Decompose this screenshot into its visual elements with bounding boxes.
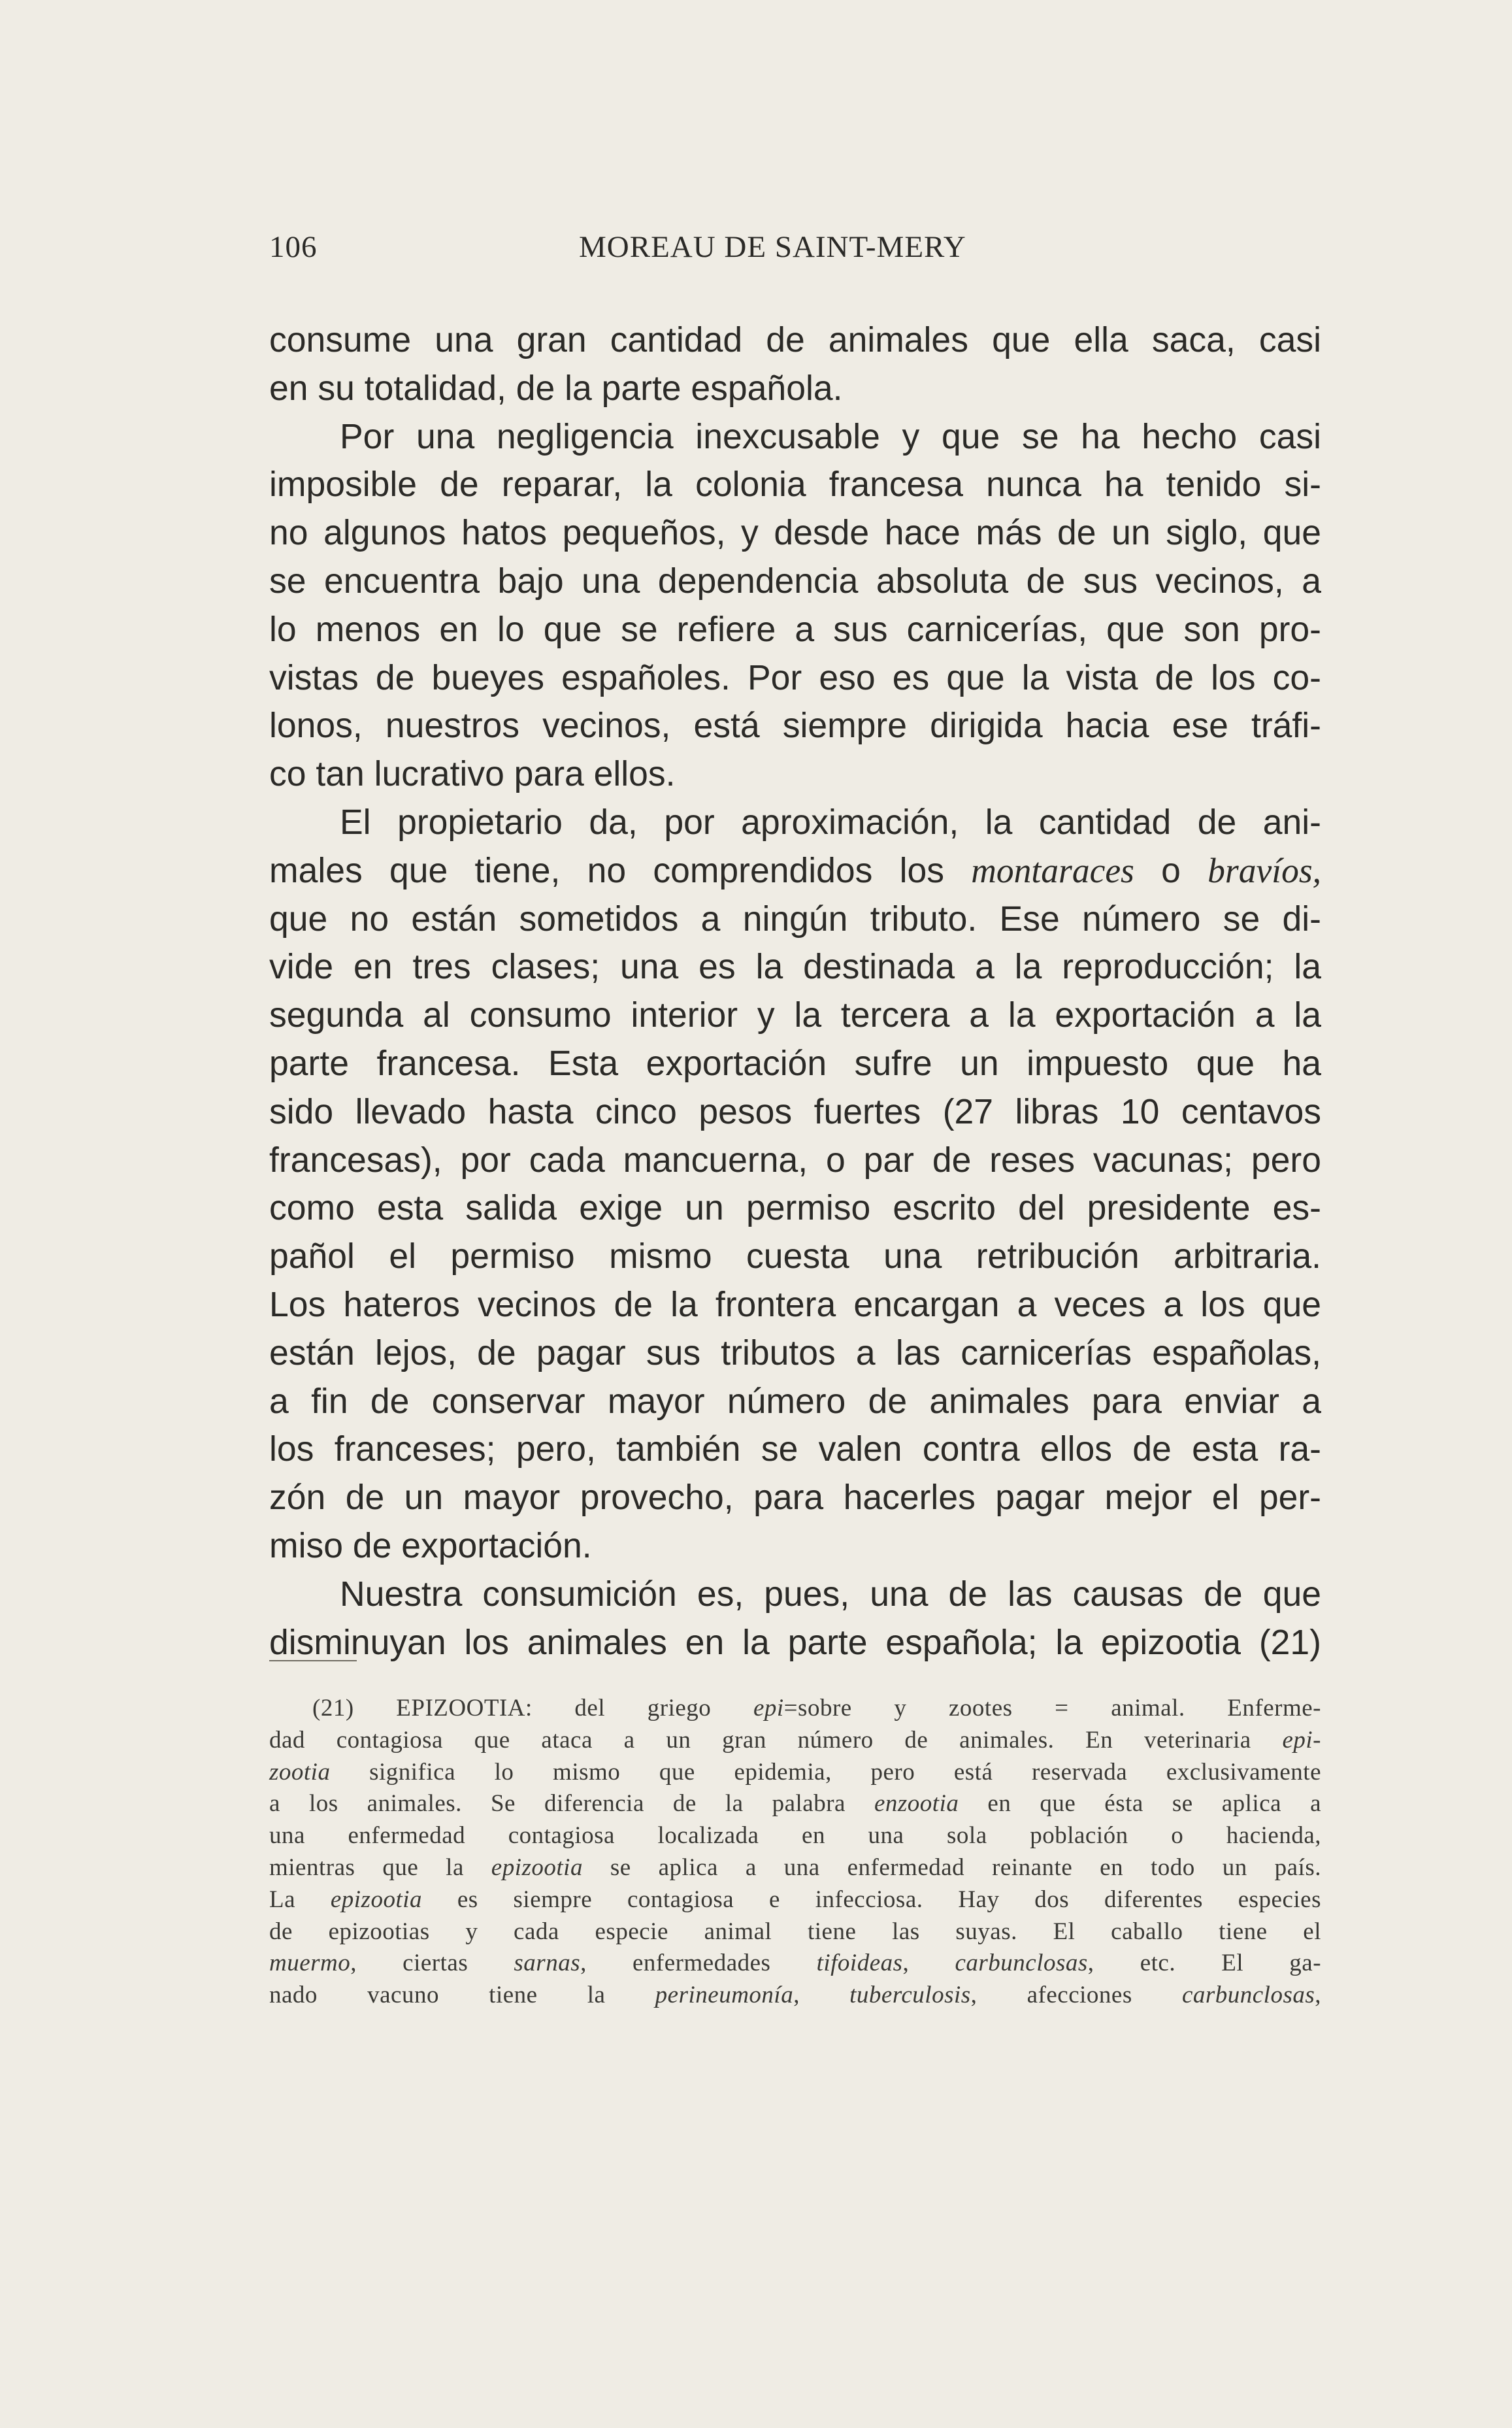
text-line: lonos, nuestros vecinos, está siempre dirigida hacia ese tráfi- bbox=[269, 707, 1321, 746]
paragraph-start-line: Por una negligencia inexcusable y que se ha hecho casi bbox=[340, 417, 1321, 456]
italic-term: epizootia bbox=[330, 1886, 423, 1913]
text-segment: , ciertas bbox=[350, 1950, 514, 1977]
italic-term: zootia bbox=[269, 1758, 331, 1786]
text-segment: dad contagiosa que ataca a un gran número de animales. En veterinaria bbox=[269, 1726, 1283, 1754]
italic-term-montaraces: montaraces bbox=[971, 850, 1134, 890]
text-line: imposible de reparar, la colonia francesa nunca ha tenido si- bbox=[269, 465, 1321, 505]
italic-term: sarnas bbox=[514, 1950, 581, 1977]
text-line: sido llevado hasta cinco pesos fuertes (27 libras 10 centavos bbox=[269, 1092, 1321, 1131]
italic-term: enzootia bbox=[874, 1790, 959, 1818]
page-number: 106 bbox=[269, 230, 318, 264]
footnote-line bbox=[269, 1757, 1321, 1789]
footnote-line bbox=[269, 1788, 1321, 1820]
text-line: parte francesa. Esta exportación sufre un impuesto que ha bbox=[269, 1044, 1321, 1083]
text-segment: , bbox=[1315, 1982, 1322, 2009]
paragraph-start-line: Nuestra consumición es, pues, una de las causas de que bbox=[340, 1574, 1321, 1614]
italic-term: epi- bbox=[1282, 1726, 1321, 1754]
italic-term: carbunclosas bbox=[1181, 1982, 1315, 2009]
paragraph-start-line: El propietario da, por aproximación, la cantidad de ani- bbox=[340, 803, 1321, 842]
text-segment: La bbox=[269, 1886, 331, 1913]
text-line: a fin de conservar mayor número de animales para enviar a bbox=[269, 1382, 1321, 1421]
text-line: como esta salida exige un permiso escrito del presidente es- bbox=[269, 1189, 1321, 1228]
italic-term: epi bbox=[753, 1695, 784, 1721]
footnote-line bbox=[269, 1980, 1321, 2012]
footnote-line bbox=[269, 1693, 1321, 1725]
text-line: lo menos en lo que se refiere a sus carnicerías, que son pro- bbox=[269, 610, 1321, 649]
text-segment: o bbox=[1134, 851, 1208, 890]
text-segment: , enfermedades bbox=[580, 1950, 817, 1977]
text-segment: , bbox=[793, 1982, 850, 2009]
italic-term: muermo bbox=[269, 1950, 351, 1977]
text-line: Los hateros vecinos de la frontera encargan a veces a los que bbox=[269, 1285, 1321, 1324]
text-segment: significa lo mismo que epidemia, pero está reservada exclusivamente bbox=[330, 1758, 1321, 1786]
italic-term: perineumonía bbox=[655, 1982, 794, 2009]
footnote-line bbox=[269, 1852, 1321, 1884]
text-line: están lejos, de pagar sus tributos a las carnicerías españolas, bbox=[269, 1333, 1321, 1372]
footnote-divider bbox=[269, 1660, 357, 1661]
text-line: se encuentra bajo una dependencia absoluta de sus vecinos, a bbox=[269, 561, 1321, 601]
page-header bbox=[269, 221, 1321, 273]
body-text bbox=[269, 316, 1321, 1667]
text-segment: (21) EPIZOOTIA: del griego bbox=[312, 1695, 753, 1721]
text-line: disminuyan los animales en la parte española; la epizootia (21) bbox=[269, 1623, 1321, 1662]
text-line bbox=[269, 847, 1321, 895]
text-line: que no están sometidos a ningún tributo. Ese número se di- bbox=[269, 899, 1321, 939]
text-segment: en que ésta se aplica a bbox=[959, 1790, 1321, 1818]
text-segment: a los animales. Se diferencia de la palabra bbox=[269, 1790, 874, 1818]
footnote-line bbox=[269, 1884, 1321, 1916]
running-head: MOREAU DE SAINT-MERY bbox=[579, 230, 966, 264]
text-line: los franceses; pero, también se valen contra ellos de esta ra- bbox=[269, 1430, 1321, 1469]
text-segment: , afecciones bbox=[970, 1982, 1182, 2009]
italic-term: tifoideas bbox=[816, 1950, 903, 1977]
text-line: en su totalidad, de la parte española. bbox=[269, 369, 843, 408]
footnote-line bbox=[269, 1725, 1321, 1757]
text-line: no algunos hatos pequeños, y desde hace más de un siglo, que bbox=[269, 514, 1321, 553]
text-line: pañol el permiso mismo cuesta una retribución arbitraria. bbox=[269, 1237, 1321, 1276]
text-segment: mientras que la bbox=[269, 1854, 491, 1881]
italic-term: epizootia bbox=[491, 1854, 583, 1881]
text-line: segunda al consumo interior y la tercera a la exportación a la bbox=[269, 996, 1321, 1035]
italic-term: carbunclosas bbox=[955, 1950, 1088, 1977]
text-segment: =sobre y zootes = animal. Enferme- bbox=[783, 1695, 1321, 1721]
text-line: vistas de bueyes españoles. Por eso es que la vista de los co- bbox=[269, 658, 1321, 697]
text-line: vide en tres clases; una es la destinada a la reproducción; la bbox=[269, 948, 1321, 987]
text-segment: se aplica a una enfermedad reinante en todo un país. bbox=[582, 1854, 1321, 1881]
text-segment: nado vacuno tiene la bbox=[269, 1982, 655, 2009]
text-segment: , bbox=[902, 1950, 955, 1977]
text-segment: es siempre contagiosa e infecciosa. Hay dos diferentes especies bbox=[422, 1886, 1321, 1913]
text-segment: males que tiene, no comprendidos los bbox=[269, 851, 972, 890]
italic-term: tuberculosis bbox=[849, 1982, 971, 2009]
text-line: zón de un mayor provecho, para hacerles pagar mejor el per- bbox=[269, 1478, 1321, 1518]
text-line: miso de exportación. bbox=[269, 1526, 592, 1565]
footnote-line: de epizootias y cada especie animal tiene las suyas. El caballo tiene el bbox=[269, 1918, 1321, 1945]
text-line: francesas), por cada mancuerna, o par de reses vacunas; pero bbox=[269, 1140, 1321, 1180]
footnote-line: una enfermedad contagiosa localizada en una sola población o hacienda, bbox=[269, 1822, 1321, 1850]
text-line: co tan lucrativo para ellos. bbox=[269, 755, 676, 794]
text-segment: , etc. El ga- bbox=[1087, 1950, 1322, 1977]
italic-term-bravios: bravíos, bbox=[1208, 850, 1322, 890]
text-line: consume una gran cantidad de animales que ella saca, casi bbox=[269, 321, 1321, 359]
footnote-21 bbox=[269, 1693, 1321, 2012]
footnote-line bbox=[269, 1948, 1321, 1980]
